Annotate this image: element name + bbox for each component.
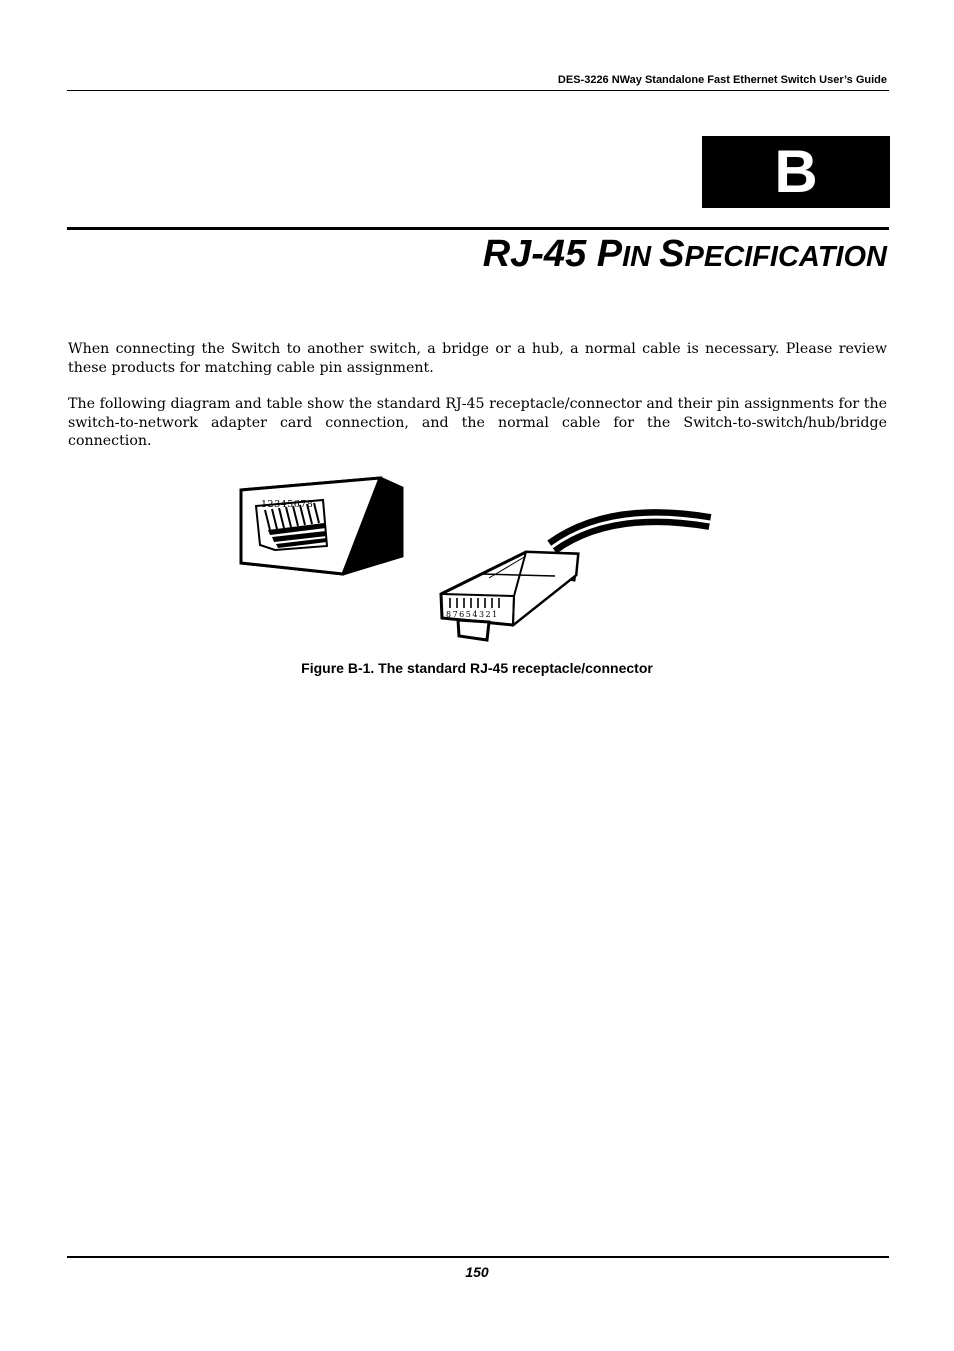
figure-caption: Figure B-1. The standard RJ-45 receptacle/connector <box>301 660 653 676</box>
body-paragraph-1: When connecting the Switch to another switch, a bridge or a hub, a normal cable is necessary. Please review these products for matching cable pin assignment. <box>68 341 887 376</box>
page-number: 150 <box>465 1264 489 1280</box>
appendix-letter-badge <box>702 136 890 208</box>
running-header: DES-3226 NWay Standalone Fast Ethernet Switch User’s Guide <box>557 74 887 86</box>
plug-pin-numbers: 87654321 <box>446 610 499 619</box>
appendix-letter: B <box>774 138 818 205</box>
title-part-2: IN <box>622 241 660 273</box>
receptacle-pin-numbers: 12345678 <box>261 499 314 510</box>
header-divider <box>67 90 889 91</box>
title-part-4: PECIFICATION <box>684 241 887 273</box>
rj45-plug-illustration <box>441 517 710 640</box>
title-part-1: RJ-45 P <box>482 233 623 275</box>
rj45-figure <box>230 470 730 650</box>
title-divider <box>67 227 889 230</box>
title-part-3: S <box>659 233 685 275</box>
chapter-title <box>483 232 887 279</box>
footer-divider <box>67 1256 889 1258</box>
rj45-receptacle-illustration <box>241 478 402 574</box>
body-paragraph-2: The following diagram and table show the standard RJ-45 receptacle/connector and their pin assignments for the switch-to-network adapter card connection, and the normal cable for the Switch-to-switch/hub/bridge connection. <box>68 396 887 450</box>
